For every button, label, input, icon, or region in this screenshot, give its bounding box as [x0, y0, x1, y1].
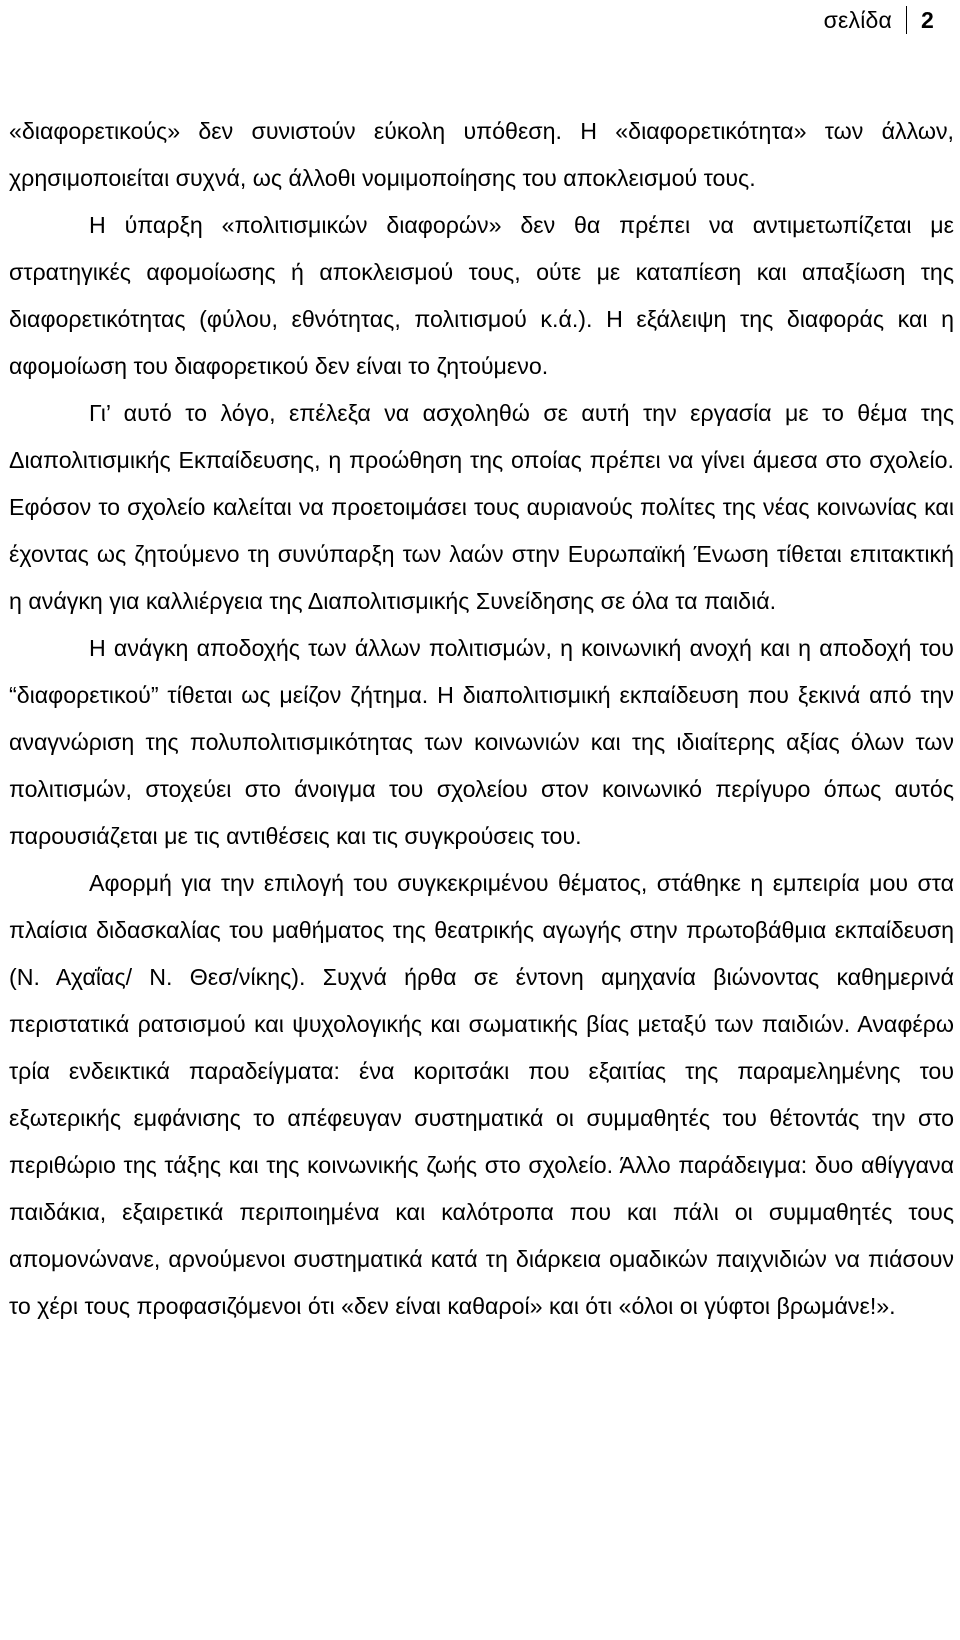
header-divider [906, 6, 907, 34]
paragraph-1: «διαφορετικούς» δεν συνιστούν εύκολη υπόθεση. Η «διαφορετικότητα» των άλλων, χρησιμοποιείται συχνά, ως άλλοθι νομιμοποίησης του αποκλεισμού τους. [9, 118, 954, 191]
paragraph-5: Αφορμή για την επιλογή του συγκεκριμένου θέματος, στάθηκε η εμπειρία μου στα πλαίσια διδασκαλίας του μαθήματος της θεατρικής αγωγής στην πρωτοβάθμια εκπαίδευση (Ν. Αχαΐας/ Ν. Θεσ/νίκης). Συχνά ήρθα σε έντονη αμηχανία βιώνοντας καθημερινά περιστατικά ρατσισμού και ψυχολογικής και σωματικής βίας μεταξύ των παιδιών. Αναφέρω τρία ενδεικτικά παραδείγματα: ένα κοριτσάκι που εξαιτίας της παραμελημένης του εξωτερικής εμφάνισης το απέφευγαν συστηματικά οι συμμαθητές του θέτοντάς την στο περιθώριο της τάξης και της κοινωνικής ζωής στο σχολείο. Άλλο παράδειγμα: δυο αθίγγανα παιδάκια, εξαιρετικά περιποιημένα και καλότροπα που και πάλι οι συμμαθητές τους απομονώνανε, αρνούμενοι συστηματικά κατά τη διάρκεια ομαδικών παιχνιδιών να πιάσουν το χέρι τους προφασιζόμενοι ότι «δεν είναι καθαροί» και ότι «όλοι οι γύφτοι βρωμάνε!». [9, 870, 954, 1319]
paragraph-2: Η ύπαρξη «πολιτισμικών διαφορών» δεν θα πρέπει να αντιμετωπίζεται με στρατηγικές αφομοίωσης ή αποκλεισμού τους, ούτε με καταπίεση και απαξίωση της διαφορετικότητας (φύλου, εθνότητας, πολιτισμού κ.ά.). Η εξάλειψη της διαφοράς και η αφομοίωση του διαφορετικού δεν είναι το ζητούμενο. [9, 212, 954, 379]
page-number: 2 [921, 6, 934, 33]
paragraph-3: Γι’ αυτό το λόγο, επέλεξα να ασχοληθώ σε αυτή την εργασία με το θέμα της Διαπολιτισμικής Εκπαίδευσης, η προώθηση της οποίας πρέπει να γίνει άμεσα στο σχολείο. Εφόσον το σχολείο καλείται να προετοιμάσει τους αυριανούς πολίτες της νέας κοινωνίας και έχοντας ως ζητούμενο τη συνύπαρξη των λαών στην Ευρωπαϊκή Ένωση τίθεται επιτακτική η ανάγκη για καλλιέργεια της Διαπολιτισμικής Συνείδησης σε όλα τα παιδιά. [9, 400, 954, 614]
document-body [9, 108, 954, 1330]
paragraph-4: Η ανάγκη αποδοχής των άλλων πολιτισμών, η κοινωνική ανοχή και η αποδοχή του “διαφορετικού” τίθεται ως μείζον ζήτημα. Η διαπολιτισμική εκπαίδευση που ξεκινά από την αναγνώριση της πολυπολιτισμικότητας των κοινωνιών και της ιδιαίτερης αξίας όλων των πολιτισμών, στοχεύει στο άνοιγμα του σχολείου στον κοινωνικό περίγυρο όπως αυτός παρουσιάζεται με τις αντιθέσεις και τις συγκρούσεις του. [9, 635, 954, 849]
page-header [824, 0, 934, 40]
page-label: σελίδα [823, 6, 892, 33]
